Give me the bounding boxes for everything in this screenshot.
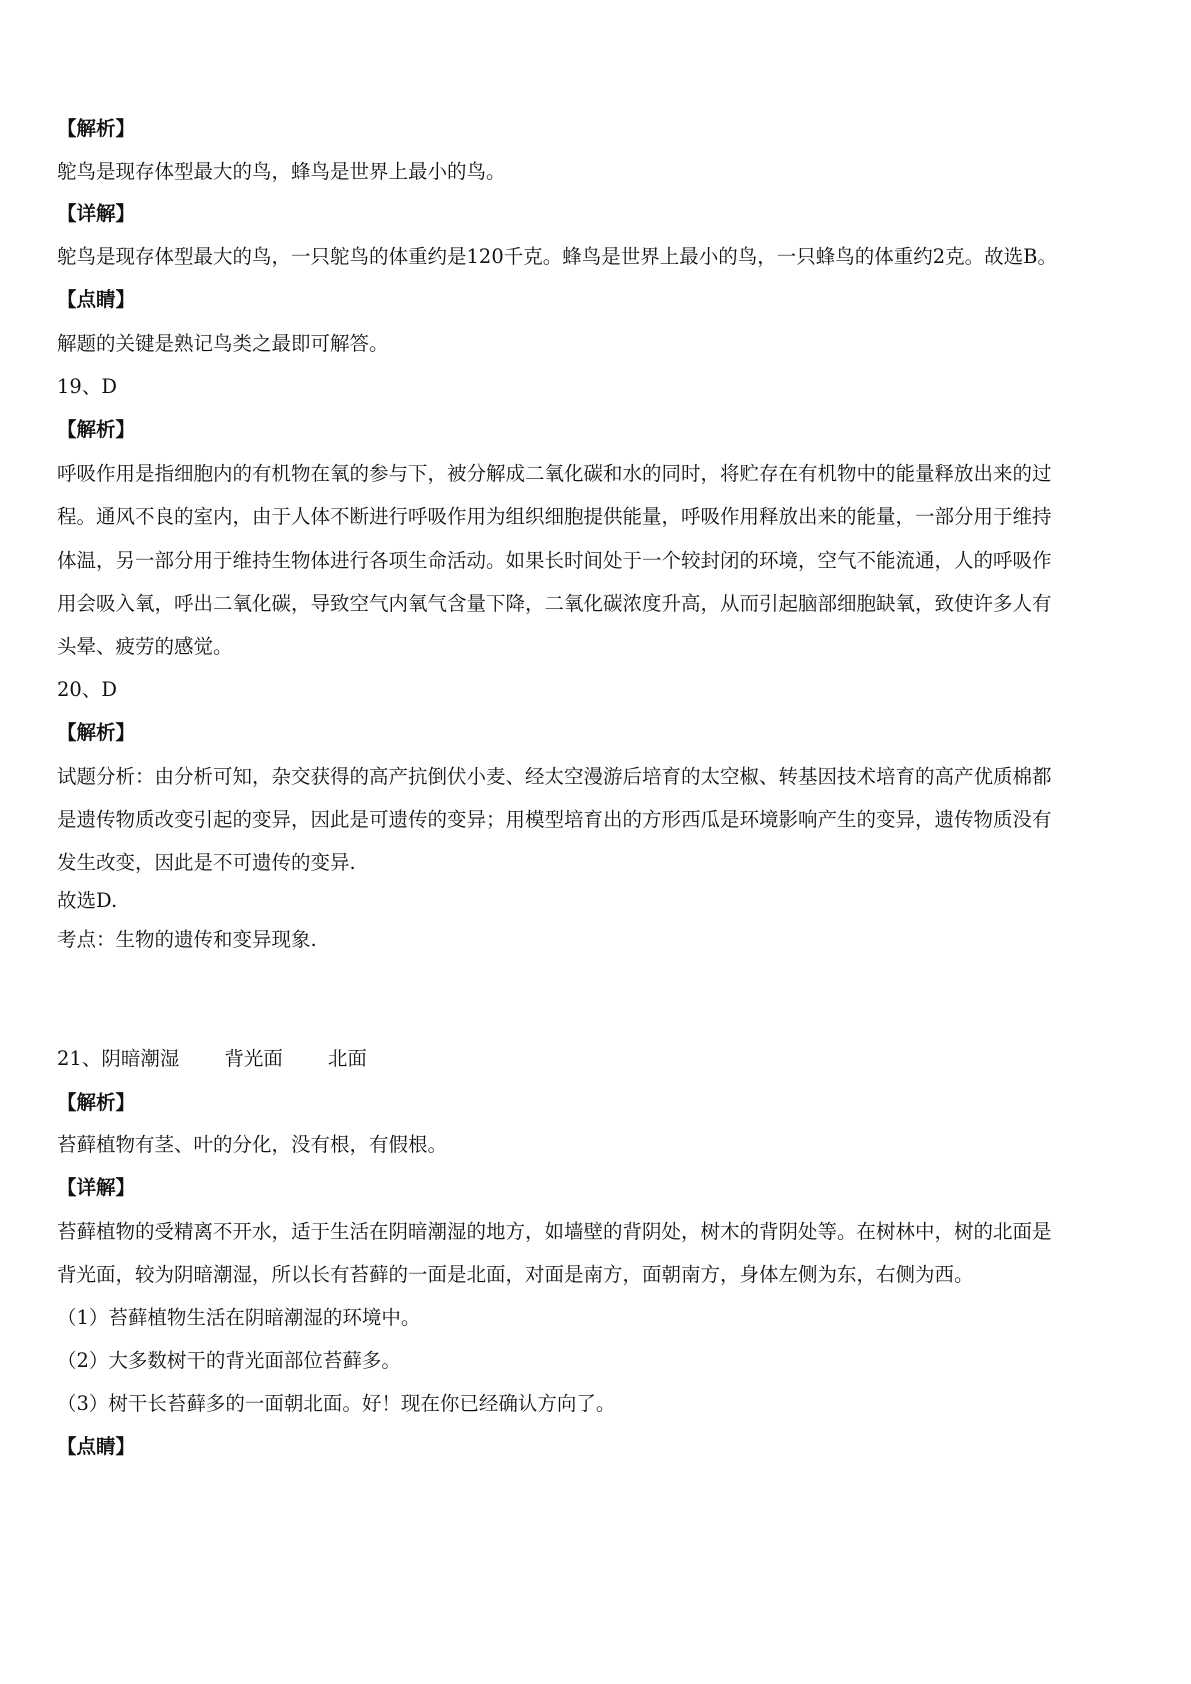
q18-analysis-text: 鸵鸟是现存体型最大的鸟，蜂鸟是世界上最小的鸟。 [57,160,506,183]
q19-analysis-line: 呼吸作用是指细胞内的有机物在氧的参与下，被分解成二氧化碳和水的同时，将贮存在有机物中的能量释放出来的过 [57,462,1052,485]
q21-item: （3）树干长苔藓多的一面朝北面。好！现在你已经确认方向了。 [57,1392,616,1415]
q19-analysis-line: 用会吸入氧，呼出二氧化碳，导致空气内氧气含量下降，二氧化碳浓度升高，从而引起脑部细胞缺氧，致使许多人有 [57,592,1052,615]
q19-analysis-line: 程。通风不良的室内，由于人体不断进行呼吸作用为组织细胞提供能量，呼吸作用释放出来的能量，一部分用于维持 [57,505,1052,528]
q18-analysis-heading: 【解析】 [57,117,136,140]
q19-analysis-heading: 【解析】 [57,418,136,441]
q18-detail-text: 鸵鸟是现存体型最大的鸟，一只鸵鸟的体重约是120千克。蜂鸟是世界上最小的鸟，一只蜂鸟的体重约2克。故选B。 [57,245,1057,268]
q18-detail-heading: 【详解】 [57,202,136,225]
q21-detail-line: 苔藓植物的受精离不开水，适于生活在阴暗潮湿的地方，如墙壁的背阴处，树木的背阴处等。在树林中，树的北面是 [57,1220,1052,1243]
q19-analysis-line: 头晕、疲劳的感觉。 [57,635,233,658]
q20-point: 考点：生物的遗传和变异现象. [57,928,317,951]
q20-answer: 20、D [57,678,117,701]
q20-analysis-line: 发生改变，因此是不可遗传的变异. [57,851,356,874]
q21-answer-row [57,1044,1131,1074]
q21-answer-1: 21、阴暗潮湿 [57,1047,180,1070]
q21-analysis-text: 苔藓植物有茎、叶的分化，没有根，有假根。 [57,1133,448,1156]
q21-item: （2）大多数树干的背光面部位苔藓多。 [57,1349,401,1372]
q21-analysis-heading: 【解析】 [57,1091,136,1114]
q18-comment-text: 解题的关键是熟记鸟类之最即可解答。 [57,332,389,355]
q20-analysis-line: 是遗传物质改变引起的变异，因此是可遗传的变异；用模型培育出的方形西瓜是环境影响产生的变异，遗传物质没有 [57,808,1052,831]
q21-item: （1）苔藓植物生活在阴暗潮湿的环境中。 [57,1306,421,1329]
q21-detail-line: 背光面，较为阴暗潮湿，所以长有苔藓的一面是北面，对面是南方，面朝南方，身体左侧为东，右侧为西。 [57,1263,974,1286]
q19-answer: 19、D [57,375,117,398]
q18-comment-heading: 【点睛】 [57,288,136,311]
q20-analysis-line: 试题分析：由分析可知，杂交获得的高产抗倒伏小麦、经太空漫游后培育的太空椒、转基因技术培育的高产优质棉都 [57,765,1052,788]
q21-answer-2: 背光面 [224,1047,283,1070]
q21-answer-3: 北面 [327,1047,367,1070]
q21-detail-heading: 【详解】 [57,1176,136,1199]
q20-analysis-heading: 【解析】 [57,721,136,744]
q21-comment-heading: 【点睛】 [57,1435,136,1458]
q20-choice: 故选D. [57,889,118,912]
q19-analysis-line: 体温，另一部分用于维持生物体进行各项生命活动。如果长时间处于一个较封闭的环境，空气不能流通，人的呼吸作 [57,549,1052,572]
